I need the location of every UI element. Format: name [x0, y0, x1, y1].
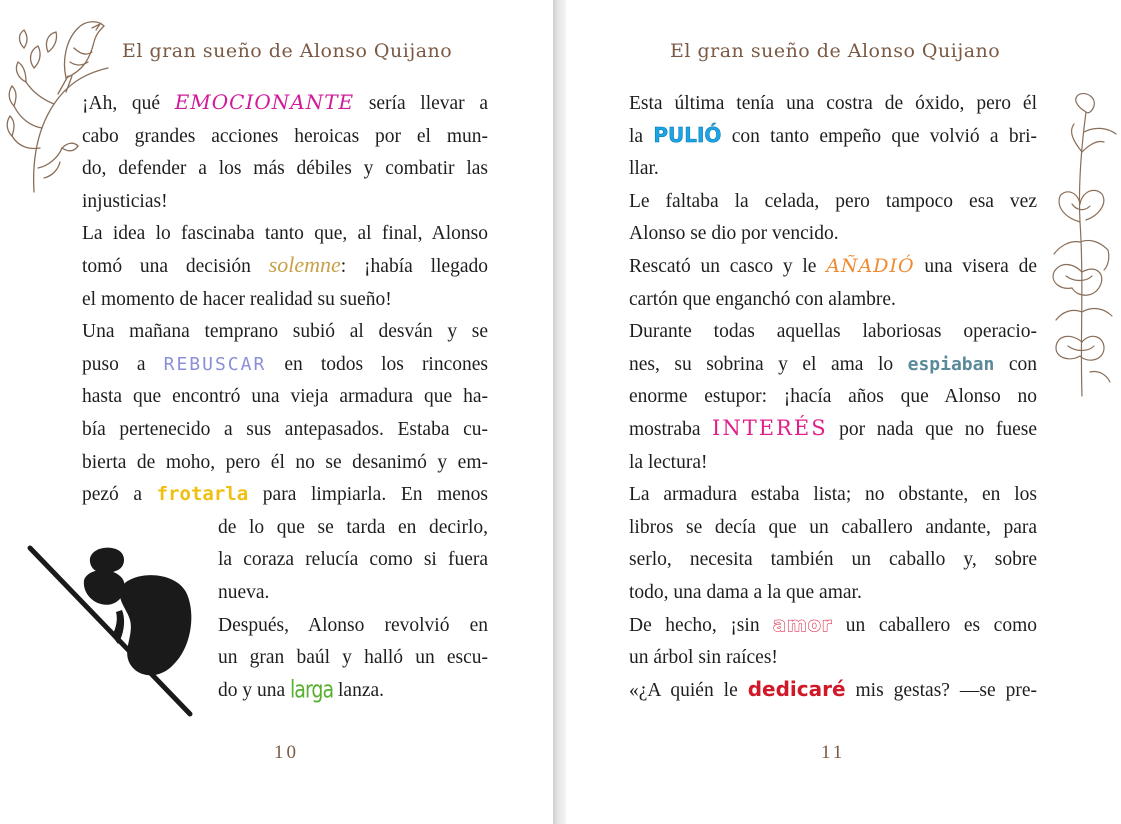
- running-head: El gran sueño de Alonso Quijano: [670, 40, 1001, 62]
- decorated-word-frotarla: frotarla: [156, 483, 249, 506]
- text-run: con: [994, 353, 1037, 375]
- text-run: bía pertenecido a sus antepasados. Estaba cu-: [82, 418, 488, 440]
- text-line: [82, 251, 488, 284]
- text-run: un caballero es como: [832, 614, 1037, 636]
- text-run: : ¡había llegado: [340, 255, 488, 277]
- text-line: [82, 218, 488, 251]
- decorated-word-emocionante: EMOCIONANTE: [174, 90, 355, 114]
- text-line: [82, 349, 488, 382]
- decorated-word-solemne: solemne: [268, 251, 341, 277]
- text-run: La armadura estaba lista; no obstante, en los: [629, 484, 1037, 506]
- text-line: [629, 316, 1037, 349]
- text-line: [629, 251, 1037, 284]
- text-line: [82, 284, 488, 317]
- text-run: injusticias!: [82, 190, 168, 212]
- text-line: [629, 121, 1037, 154]
- text-line: [629, 218, 1037, 251]
- text-line: [629, 610, 1037, 643]
- text-run: la: [629, 125, 654, 147]
- decorated-word-espiaban: espiaban: [907, 353, 995, 375]
- book-gutter: [553, 0, 566, 824]
- decorated-word-rebuscar: REBUSCAR: [163, 353, 267, 375]
- text-line: [218, 642, 488, 675]
- text-run: hasta que encontró una vieja armadura que ha-: [82, 386, 488, 408]
- text-line: [629, 675, 1037, 708]
- text-run: bierta de moho, pero él no se desanimó y em-: [82, 451, 488, 473]
- text-run: Le faltaba la celada, pero tampoco esa vez: [629, 190, 1037, 212]
- text-run: una visera de: [914, 255, 1037, 277]
- text-run: enorme estupor: ¡hacía años que Alonso no: [629, 386, 1037, 408]
- text-line: [629, 544, 1037, 577]
- text-run: todo, una dama a la que amar.: [629, 581, 862, 603]
- decorated-word-dedicare: dedicaré: [747, 676, 846, 701]
- decorated-word-amor: amor: [773, 613, 833, 636]
- text-line: [629, 414, 1037, 447]
- text-run: por nada que no fuese: [827, 418, 1037, 440]
- text-run: mostraba: [629, 418, 713, 440]
- text-run: de lo que se tarda en decirlo,: [218, 516, 488, 538]
- text-run: Esta última tenía una costra de óxido, pero él: [629, 93, 1037, 114]
- text-run: do, defender a los más débiles y combatir las: [82, 158, 488, 180]
- text-run: nueva.: [218, 581, 270, 603]
- text-run: con tanto empeño que volvió a bri-: [721, 125, 1037, 147]
- text-line: [82, 479, 488, 512]
- text-run: el momento de hacer realidad su sueño!: [82, 288, 392, 310]
- text-run: cabo grandes acciones heroicas por el mun-: [82, 125, 488, 147]
- text-run: ¡Ah, qué: [82, 93, 175, 114]
- text-line: [82, 186, 488, 219]
- text-line: [218, 610, 488, 643]
- text-run: sería llevar a: [354, 93, 488, 114]
- text-run: Después, Alonso revolvió en: [218, 614, 488, 636]
- text-line: [82, 121, 488, 154]
- text-line: [82, 414, 488, 447]
- text-line: [629, 447, 1037, 480]
- text-line: [82, 447, 488, 480]
- decorated-word-anadio: AÑADIÓ: [826, 254, 915, 277]
- page-number: 11: [821, 742, 846, 763]
- text-line: [82, 316, 488, 349]
- text-run: serlo, necesita también un caballo y, sobre: [629, 549, 1037, 571]
- text-run: mis gestas? —se pre-: [845, 679, 1037, 701]
- text-line: [629, 88, 1037, 121]
- page-number: 10: [274, 742, 299, 763]
- text-run: un gran baúl y halló un escu-: [218, 647, 488, 669]
- text-run: un árbol sin raíces!: [629, 647, 778, 669]
- armor-and-lance-silhouette-icon: [26, 540, 202, 722]
- text-run: llar.: [629, 158, 659, 180]
- text-line: [218, 577, 488, 610]
- text-run: Alonso se dio por vencido.: [629, 223, 839, 245]
- text-run: la coraza relucía como si fuera: [218, 549, 488, 571]
- poppy-flowers-icon: [1046, 92, 1121, 398]
- text-run: puso a: [82, 353, 164, 375]
- text-run: pezó a: [82, 484, 157, 506]
- text-run: la lectura!: [629, 451, 708, 473]
- text-line: [218, 675, 488, 708]
- left-page: [0, 0, 553, 824]
- text-line: [218, 544, 488, 577]
- text-line: [629, 479, 1037, 512]
- text-line: [629, 186, 1037, 219]
- text-run: lanza.: [333, 679, 385, 701]
- text-run: La idea lo fascinaba tanto que, al final, Alonso: [82, 223, 488, 245]
- text-line: [82, 381, 488, 414]
- text-line: [629, 153, 1037, 186]
- text-line: [629, 512, 1037, 545]
- right-page: [566, 0, 1121, 824]
- text-run: para limpiarla. En menos: [248, 484, 488, 506]
- text-line: [82, 88, 488, 121]
- text-line: [629, 349, 1037, 382]
- text-line: [629, 381, 1037, 414]
- text-line: [82, 153, 488, 186]
- text-line: [629, 642, 1037, 675]
- running-head: El gran sueño de Alonso Quijano: [122, 40, 453, 62]
- text-run: tomó una decisión: [82, 255, 269, 277]
- decorated-word-pulio: PULIÓ: [653, 122, 722, 147]
- decorated-word-interes: INTERÉS: [712, 415, 828, 440]
- body-text: [629, 88, 1037, 707]
- text-run: libros se decía que un caballero andante, para: [629, 516, 1037, 538]
- text-run: Rescató un casco y le: [629, 255, 827, 277]
- text-run: nes, su sobrina y el ama lo: [629, 353, 908, 375]
- text-run: «¿A quién le: [629, 679, 748, 701]
- text-line: [218, 512, 488, 545]
- text-line: [629, 577, 1037, 610]
- text-run: De hecho, ¡sin: [629, 614, 774, 636]
- text-run: en todos los rincones: [266, 353, 488, 375]
- decorated-word-larga: larga: [290, 675, 334, 704]
- text-run: Durante todas aquellas laboriosas operacio-: [629, 321, 1037, 343]
- text-line: [629, 284, 1037, 317]
- text-run: do y una: [218, 679, 291, 701]
- text-run: Una mañana temprano subió al desván y se: [82, 321, 488, 343]
- text-run: cartón que enganchó con alambre.: [629, 288, 896, 310]
